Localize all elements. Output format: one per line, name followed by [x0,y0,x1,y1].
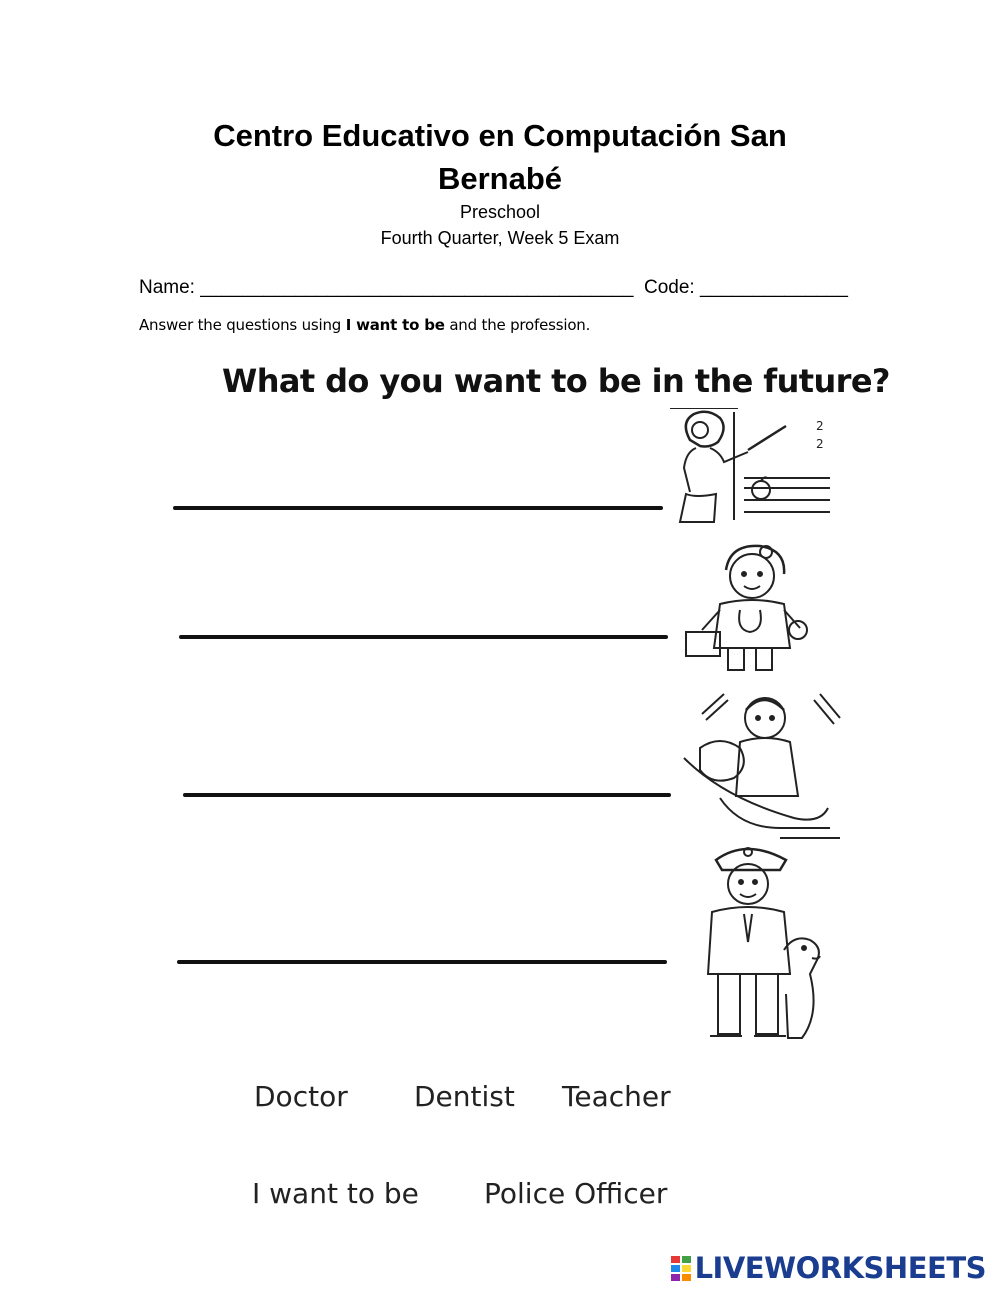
name-label: Name: [139,277,195,298]
answer-line-2[interactable] [179,635,668,639]
instructions-before: Answer the questions using [139,316,346,334]
word-dentist[interactable]: Dentist [414,1080,515,1113]
code-blank[interactable]: ______________ [699,277,848,298]
police-officer-picture [696,840,836,1045]
code-field[interactable] [644,277,848,299]
liveworksheets-logo-icon [670,1254,692,1282]
answer-line-1[interactable] [173,506,663,510]
liveworksheets-logo [670,1251,986,1285]
instructions [139,316,590,334]
name-blank[interactable]: _________________________________________ [200,277,634,298]
word-police-officer[interactable]: Police Officer [484,1177,668,1210]
page-title: Centro Educativo en Computación San Bernabé [213,118,787,196]
question-heading: What do you want to be in the future? [222,362,890,400]
name-field[interactable] [139,277,634,299]
instructions-after: and the profession. [444,316,591,334]
dentist-picture [680,688,845,848]
word-i-want-to-be[interactable]: I want to be [252,1177,419,1210]
doctor-picture [680,540,820,675]
teacher-picture [668,408,838,526]
answer-line-3[interactable] [183,793,671,797]
logo-text: LIVEWORKSHEETS [694,1251,986,1285]
svg-text:2: 2 [816,419,824,433]
level-label: Preschool [459,202,541,222]
word-doctor[interactable]: Doctor [254,1080,348,1113]
code-label: Code: [644,277,695,298]
exam-label: Fourth Quarter, Week 5 Exam [380,228,620,248]
instructions-bold: I want to be [345,316,445,334]
answer-line-4[interactable] [177,960,667,964]
svg-text:2: 2 [816,437,824,451]
word-teacher[interactable]: Teacher [562,1080,671,1113]
